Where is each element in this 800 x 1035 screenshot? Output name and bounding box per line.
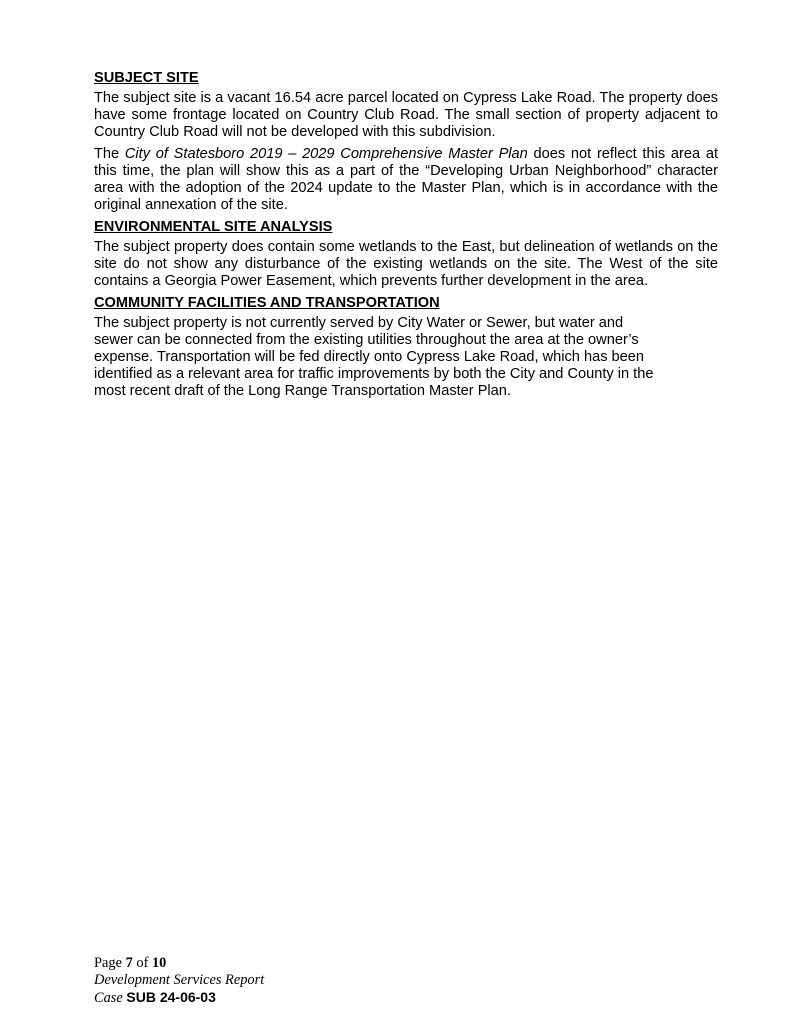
subject-site-paragraph-1: The subject site is a vacant 16.54 acre parcel located on Cypress Lake Road. The property does have some frontage located on Country Club Road. The small section of property adjacent to Country Club Road will not be developed with this subdivision.: [94, 90, 718, 140]
section-community: [94, 295, 718, 400]
community-line: expense. Transportation will be fed directly onto Cypress Lake Road, which has been: [94, 349, 645, 365]
case-number: SUB 24-06-03: [126, 989, 216, 1005]
section-heading-community: COMMUNITY FACILITIES AND TRANSPORTATION: [94, 295, 440, 311]
page-number: [94, 955, 264, 972]
page-footer: [94, 955, 264, 1007]
page-total: 10: [151, 955, 167, 971]
community-paragraph-1: [94, 315, 718, 400]
master-plan-title: City of Statesboro 2019 – 2029 Comprehensive Master Plan: [124, 146, 528, 162]
page-label: Page: [94, 955, 126, 971]
subject-site-p2-suffix: does not reflect this area at this time, the plan will show this as a part of the “Developing Urban Neighborhood” character area with the adoption of the 2024 update to the Master Plan, which is in accordance with the original annexation of the site.: [94, 146, 718, 213]
report-body: [94, 70, 718, 405]
case-label: Case: [94, 990, 127, 1006]
report-title: Development Services Report: [94, 972, 265, 988]
section-heading-subject-site: SUBJECT SITE: [94, 70, 199, 86]
section-environmental: [94, 219, 718, 290]
community-line: sewer can be connected from the existing utilities throughout the area at the owner’s: [94, 332, 639, 348]
section-heading-environmental: ENVIRONMENTAL SITE ANALYSIS: [94, 219, 333, 235]
environmental-paragraph-1: The subject property does contain some wetlands to the East, but delineation of wetlands on the site do not show any disturbance of the existing wetlands on the site. The West of the site contains a Georgia Power Easement, which prevents further development in the area.: [94, 239, 718, 289]
page-current: 7: [125, 955, 133, 971]
subject-site-p2-prefix: The: [94, 146, 125, 162]
section-subject-site: [94, 70, 718, 214]
case-line: [94, 989, 264, 1007]
community-line: most recent draft of the Long Range Transportation Master Plan.: [94, 383, 511, 399]
page-of: of: [132, 955, 152, 971]
community-line: The subject property is not currently served by City Water or Sewer, but water and: [94, 315, 624, 331]
community-line: identified as a relevant area for traffic improvements by both the City and County in the: [94, 366, 654, 382]
subject-site-paragraph-2: [94, 146, 718, 214]
